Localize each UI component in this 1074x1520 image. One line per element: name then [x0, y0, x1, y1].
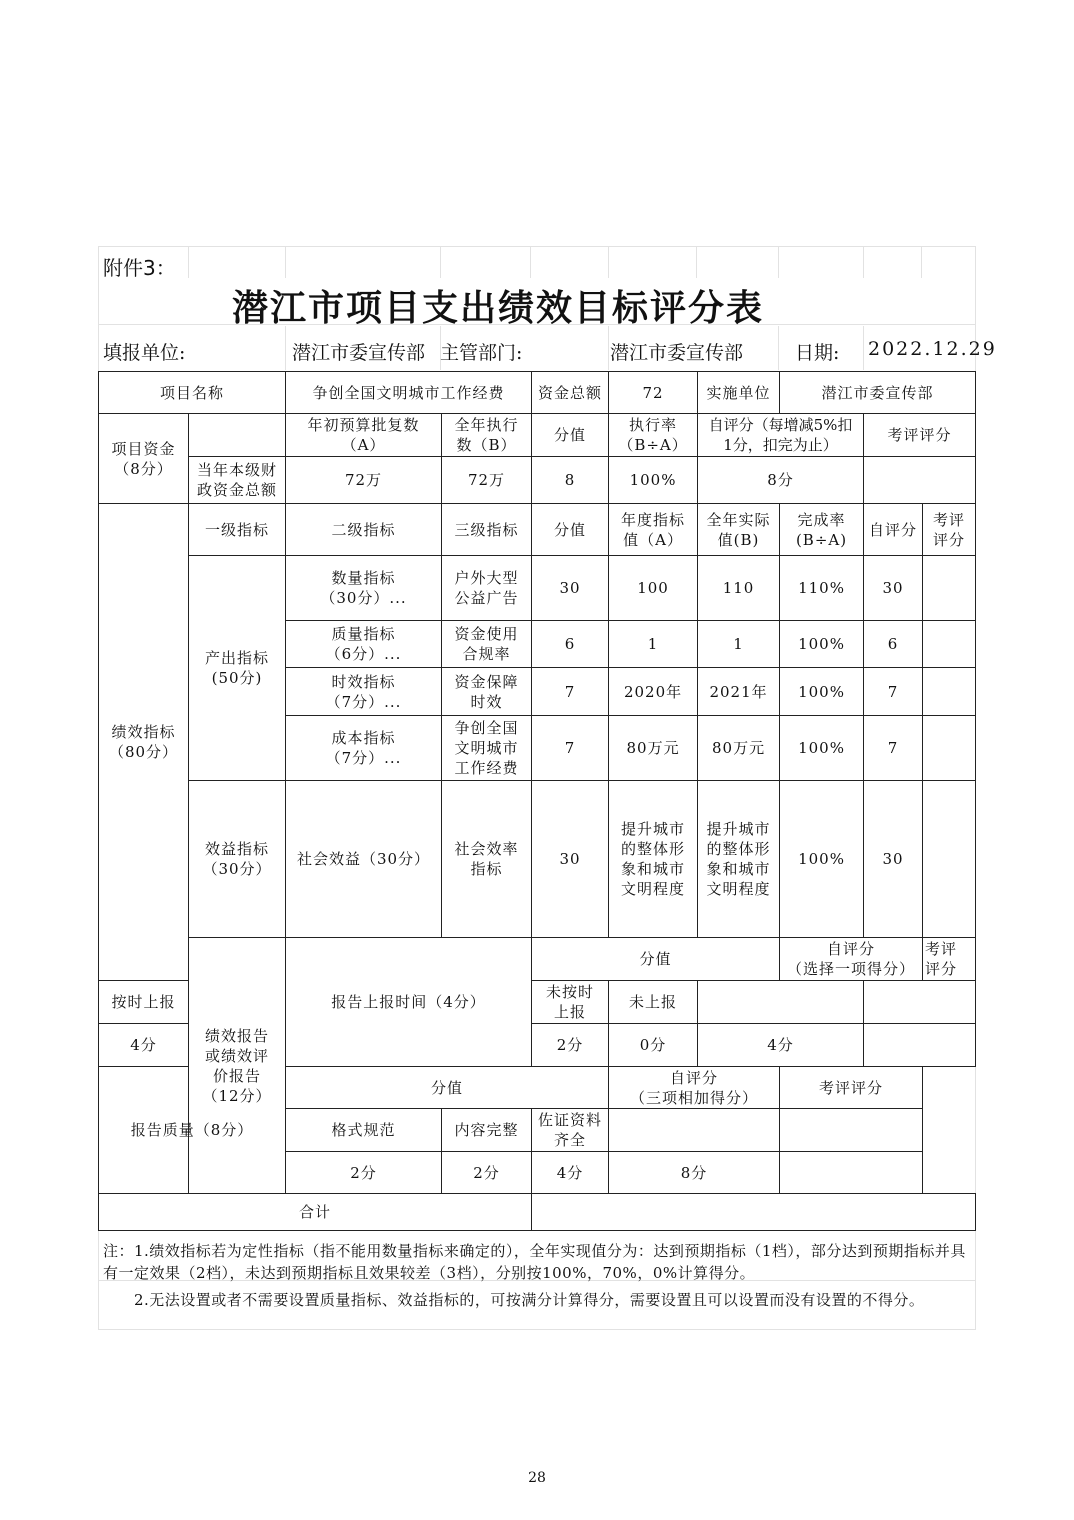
- ind-header-score: 分值: [532, 504, 609, 556]
- ind-row-actual: 1: [698, 621, 780, 668]
- total-label: 合计: [99, 1194, 532, 1231]
- ind-row-target: 1: [609, 621, 698, 668]
- report-time-val: 4分: [99, 1024, 189, 1067]
- ind-row-review: [923, 781, 976, 938]
- funds-self: 8分: [698, 457, 864, 504]
- attachment-label: 附件3：: [103, 256, 176, 280]
- output-indicator-label: 产出指标 (50分): [189, 556, 286, 781]
- ind-row-rate: 100%: [780, 716, 864, 781]
- ind-row-actual: 2021年: [698, 668, 780, 716]
- ind-header-level3: 三级指标: [442, 504, 532, 556]
- report-section-label: 绩效报告 或绩效评 价报告 （12分）: [189, 938, 286, 1194]
- ind-row-level2: 质量指标 （6分）...: [286, 621, 442, 668]
- report-quality-label: 报告质量（8分）: [99, 1067, 286, 1194]
- total-funds-value: 72: [609, 372, 698, 414]
- ind-row-level2: 成本指标 （7分）...: [286, 716, 442, 781]
- ind-row-actual: 提升城市 的整体形 象和城市 文明程度: [698, 781, 780, 938]
- ind-row-rate: 100%: [780, 668, 864, 716]
- ind-header-target: 年度指标 值（A）: [609, 504, 698, 556]
- ind-row-self: 30: [864, 781, 923, 938]
- total-value: [532, 1194, 976, 1231]
- ind-row-level2: 社会效益（30分）: [286, 781, 442, 938]
- ind-row-self: 7: [864, 716, 923, 781]
- report-time-self-label: 自评分 （选择一项得分）: [780, 938, 923, 981]
- report-quality-val: 4分: [532, 1152, 609, 1194]
- ind-row-score: 30: [532, 556, 609, 621]
- funds-col-budget: 年初预算批复数 （A）: [286, 414, 442, 457]
- report-time-self: 4分: [698, 1024, 864, 1067]
- fill-unit-label: 填报单位:: [103, 342, 186, 364]
- ind-row-actual: 80万元: [698, 716, 780, 781]
- report-quality-review-value: [780, 1152, 923, 1194]
- ind-row-score: 30: [532, 781, 609, 938]
- ind-row-level2: 时效指标 （7分）...: [286, 668, 442, 716]
- ind-header-actual: 全年实际 值(B): [698, 504, 780, 556]
- report-quality-opt: 内容完整: [442, 1109, 532, 1152]
- impl-unit-label: 实施单位: [698, 372, 780, 414]
- ind-row-target: 100: [609, 556, 698, 621]
- ind-header-review: 考评 评分: [923, 504, 976, 556]
- ind-row-score: 7: [532, 716, 609, 781]
- ind-row-target: 提升城市 的整体形 象和城市 文明程度: [609, 781, 698, 938]
- fill-unit-value: 潜江市委宣传部: [292, 342, 426, 364]
- date-value: 2022.12.29: [868, 338, 997, 360]
- funds-row-label: 当年本级财 政资金总额: [189, 457, 286, 504]
- score-table: [98, 371, 976, 1231]
- indicators-section-label: 绩效指标 （80分）: [99, 504, 189, 981]
- funds-section-label: 项目资金 （8分）: [99, 414, 189, 504]
- report-time-self-blank: [698, 981, 864, 1024]
- page-title: 潜江市项目支出绩效目标评分表: [231, 288, 764, 329]
- impl-unit-value: 潜江市委宣传部: [780, 372, 976, 414]
- report-time-review-label: 考评 评分: [923, 938, 976, 981]
- project-name-label: 项目名称: [99, 372, 286, 414]
- report-time-opt: 未按时 上报: [532, 981, 609, 1024]
- ind-header-self: 自评分: [864, 504, 923, 556]
- dept-value: 潜江市委宣传部: [610, 342, 744, 364]
- ind-row-review: [923, 556, 976, 621]
- report-time-label: 报告上报时间（4分）: [286, 938, 532, 1067]
- report-time-opt: 未上报: [609, 981, 698, 1024]
- ind-row-level3: 资金保障 时效: [442, 668, 532, 716]
- ind-row-score: 6: [532, 621, 609, 668]
- note-2: 2.无法设置或者不需要设置质量指标、效益指标的，可按满分计算得分，需要设置且可以设置而没有设置的不得分。: [103, 1291, 925, 1309]
- ind-row-level3: 争创全国 文明城市 工作经费: [442, 716, 532, 781]
- ind-row-actual: 110: [698, 556, 780, 621]
- ind-header-level1: 一级指标: [189, 504, 286, 556]
- report-quality-self: 8分: [609, 1152, 780, 1194]
- report-quality-opt: 佐证资料 齐全: [532, 1109, 609, 1152]
- funds-exec: 72万: [442, 457, 532, 504]
- funds-col-rate: 执行率 （B÷A）: [609, 414, 698, 457]
- dept-label: 主管部门:: [440, 342, 523, 364]
- funds-col-self: 自评分（每增减5%扣 1分，扣完为止）: [698, 414, 864, 457]
- ind-row-review: [923, 668, 976, 716]
- ind-row-rate: 100%: [780, 781, 864, 938]
- report-time-val: 0分: [609, 1024, 698, 1067]
- ind-header-rate: 完成率 (B÷A): [780, 504, 864, 556]
- ind-header-level2: 二级指标: [286, 504, 442, 556]
- report-quality-score-label: 分值: [286, 1067, 609, 1109]
- report-quality-val: 2分: [442, 1152, 532, 1194]
- ind-row-review: [923, 621, 976, 668]
- funds-blank-header: [189, 414, 286, 457]
- report-quality-val: 2分: [286, 1152, 442, 1194]
- funds-rate: 100%: [609, 457, 698, 504]
- funds-col-score: 分值: [532, 414, 609, 457]
- report-time-review-cell: [864, 981, 976, 1024]
- ind-row-rate: 110%: [780, 556, 864, 621]
- report-quality-self-label: 自评分 （三项相加得分）: [609, 1067, 780, 1109]
- funds-budget: 72万: [286, 457, 442, 504]
- project-name-value: 争创全国文明城市工作经费: [286, 372, 532, 414]
- ind-row-rate: 100%: [780, 621, 864, 668]
- total-funds-label: 资金总额: [532, 372, 609, 414]
- note-1: 注：1.绩效指标若为定性指标（指不能用数量指标来确定的），全年实现值分为：达到预期指标（1档），部分达到预期指标并具有一定效果（2档），未达到预期指标且效果较差（3档），分别按100%，70%，0%计算得分。: [103, 1242, 966, 1282]
- funds-col-exec: 全年执行 数（B）: [442, 414, 532, 457]
- report-time-val: 2分: [532, 1024, 609, 1067]
- ind-row-level3: 社会效率 指标: [442, 781, 532, 938]
- ind-row-self: 30: [864, 556, 923, 621]
- funds-score: 8: [532, 457, 609, 504]
- ind-row-target: 80万元: [609, 716, 698, 781]
- ind-row-target: 2020年: [609, 668, 698, 716]
- report-time-opt: 按时上报: [99, 981, 189, 1024]
- ind-row-level2: 数量指标 （30分）...: [286, 556, 442, 621]
- benefit-indicator-label: 效益指标 （30分）: [189, 781, 286, 938]
- ind-row-self: 6: [864, 621, 923, 668]
- ind-row-score: 7: [532, 668, 609, 716]
- ind-row-level3: 户外大型 公益广告: [442, 556, 532, 621]
- report-time-score-label: 分值: [532, 938, 780, 981]
- report-time-review-value: [864, 1024, 976, 1067]
- funds-col-review: 考评评分: [864, 414, 976, 457]
- report-quality-opt: 格式规范: [286, 1109, 442, 1152]
- ind-row-review: [923, 716, 976, 781]
- report-quality-review-label: 考评评分: [780, 1067, 923, 1109]
- date-label: 日期:: [795, 342, 840, 364]
- report-quality-review-cell: [780, 1109, 923, 1152]
- report-quality-self-blank: [609, 1109, 780, 1152]
- funds-review: [864, 457, 976, 504]
- page-number: 28: [528, 1470, 546, 1486]
- ind-row-self: 7: [864, 668, 923, 716]
- ind-row-level3: 资金使用 合规率: [442, 621, 532, 668]
